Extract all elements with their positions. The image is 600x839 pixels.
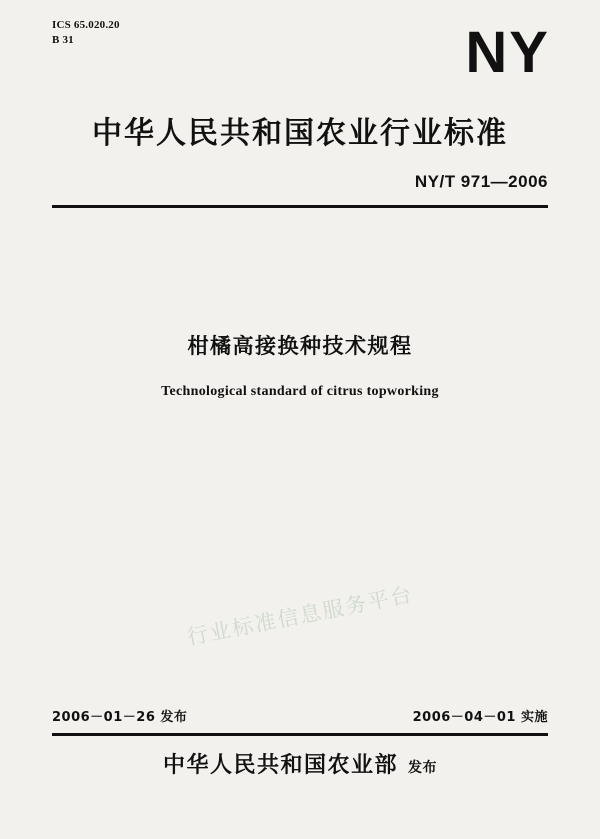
footer-divider bbox=[52, 733, 548, 736]
issuer-name: 中华人民共和国农业部 bbox=[162, 753, 398, 778]
issuer-block bbox=[0, 748, 600, 779]
ics-code: ICS 65.020.20 bbox=[52, 19, 120, 31]
national-standard-title: 中华人民共和国农业行业标准 bbox=[92, 116, 508, 151]
ics-classification-block bbox=[52, 18, 120, 48]
date-row bbox=[52, 706, 548, 725]
implement-date: 2006－04－01 实施 bbox=[412, 710, 548, 725]
issue-date: 2006－01－26 发布 bbox=[52, 710, 188, 725]
document-title-chinese: 柑橘高接换种技术规程 bbox=[187, 334, 413, 358]
ny-logo: NY bbox=[465, 20, 550, 85]
header-divider bbox=[52, 205, 548, 208]
document-title-english: Technological standard of citrus topworking bbox=[161, 384, 439, 399]
issue-verb: 发布 bbox=[408, 760, 437, 776]
watermark-text: 行业标准信息服务平台 bbox=[185, 582, 416, 650]
classification-code: B 31 bbox=[52, 33, 74, 46]
standard-number: NY/T 971—2006 bbox=[414, 172, 548, 191]
